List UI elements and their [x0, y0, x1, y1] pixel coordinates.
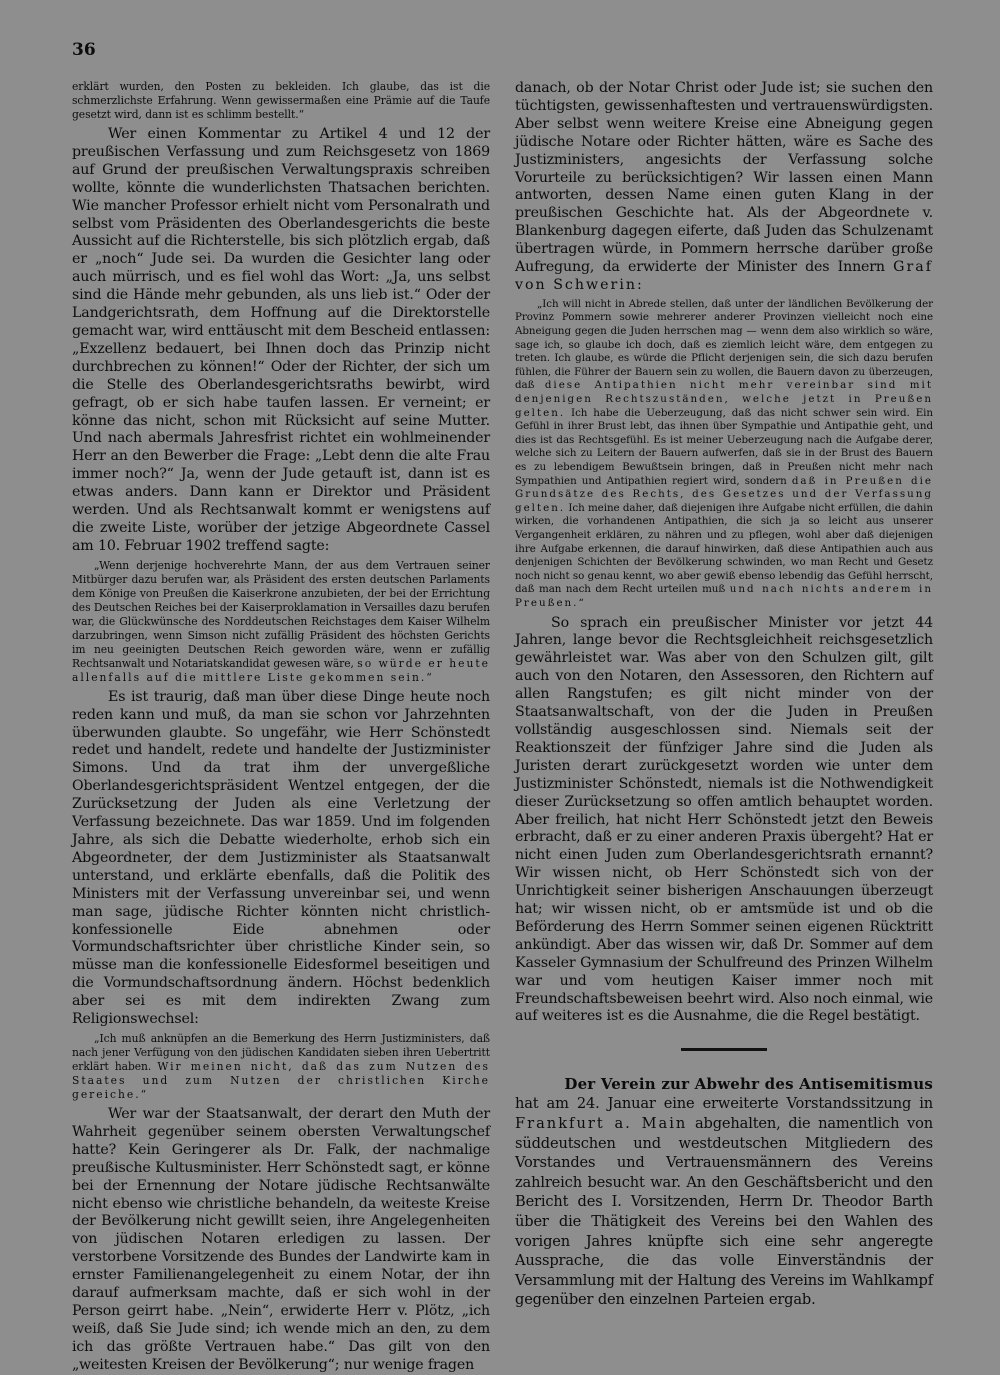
paragraph-kommentar: Wer einen Kommentar zu Artikel 4 und 12 der preußischen Verfassung und zum Reichsgesetz von 1869 auf Grund der preußischen Verwaltungspraxis schreiben wollte, könnte die wunderlichsten Thatsachen berichten. Wie mancher Professor erhielt nicht vom Personalrath und selbst vom Präsidenten des Oberlandesgerichts die beste Aussicht auf die Richterstelle, bis sich plötzlich ergab, daß er „noch“ Jude sei. Da wurden die Gesichter lang oder auch mürrisch, und es fiel wohl das Wort: „Ja, uns selbst sind die Hände mehr gebunden, als uns lieb ist.“ Oder der Landgerichtsrath, dem Hoffnung auf die Direktorstelle gemacht war, wird enttäuscht mit dem Bescheid entlassen: „Exzellenz bedauert, bei Ihnen doch das Prinzip nicht durchbrechen zu können!“ Oder der Richter, der sich um die Stelle des Oberlandesgerichtsraths bewirbt, wird gefragt, ob er sich habe taufen lassen. Er verneint; er könne das nicht, schon mit Rücksicht auf seine Mutter. Und nach abermals Jahresfrist richtet ein wohlmeinender Herr an den Bewerber die Frage: „Lebt denn die alte Frau immer noch?“ Ja, wenn der Jude getauft ist, dann ist es etwas anders. Dann kann er Direktor und Präsident werden. Und als Rechtsanwalt kommt er wenigstens auf die zweite Liste, worüber der jetzige Abgeordnete Cassel am 10. Februar 1902 treffend sagte:: [72, 126, 490, 554]
section-divider: [681, 1048, 767, 1051]
quote-falk: [72, 1032, 490, 1102]
paragraph-traurig: Es ist traurig, daß man über diese Dinge heute noch reden kann und muß, da man sie schon vor Jahrzehnten überwunden glaubte. So ungefähr, wie Herr Schönstedt redet und handelt, redete und handelte der Justizminister Simons. Und da trat ihm der unvergeßliche Oberlandesgerichtspräsident Wentzel entgegen, der die Zurücksetzung der Juden als eine Verletzung der Verfassung bezeichnete. Das war 1859. Und im folgenden Jahre, als sich die Debatte wiederholte, erhob sich ein Abgeordneter, der dem Justizminister als Staatsanwalt unterstand, und erklärte ebenfalls, daß die Politik des Ministers mit der Verfassung unvereinbar sei, und wenn man sage, jüdische Richter könnten nicht christlich-konfessionelle Eide abnehmen oder Vormundschaftsrichter über christliche Kinder sein, so müsse man die konfessionelle Eidesformel beseitigen und die Vormundschaftsordnung ändern. Höchst bedenklich aber sei es mit dem indirekten Zwang zum Religionswechsel:: [72, 688, 490, 1028]
paragraph-notar: [515, 80, 933, 295]
quote-falk-text: „Ich muß anknüpfen an die Bemerkung des Herrn Justizministers, daß nach jener Verfügung von den jüdischen Kandidaten sieben ihren Uebertritt erklärt haben.: [72, 1031, 490, 1073]
paragraph-verein-b: abgehalten, die namentlich von süddeutschen und westdeutschen Mitgliedern des Vorstandes und Vertrauensmännern des Vereins zahlreich besucht war. An den Geschäftsbericht und den Bericht des I. Vorsitzenden, Herrn Dr. Theodor Barth über die Thätigkeit des Vereins bei den Wahlen des vorigen Jahres knüpfte sich eine sehr angeregte Aussprache, die das volle Einverständnis der Versammlung mit der Haltung des Vereins im Wahlkampf gegenüber den einzelnen Parteien ergab.: [515, 1114, 933, 1309]
quote-cassel: [72, 559, 490, 685]
paragraph-staatsanwalt: Wer war der Staatsanwalt, der derart den Muth der Wahrheit gegenüber seinem obersten Verwaltungschef hatte? Kein Geringerer als Dr. Falk, der nachmalige preußische Kultusminister. Herr Schönstedt sagt, er könne bei der Ernennung der Notare jüdische Rechtsanwälte nicht ebenso wie christliche behandeln, da weiteste Kreise der Bevölkerung nicht gewillt seien, ihre Angelegenheiten von jüdischen Notaren erledigen zu lassen. Der verstorbene Vorsitzende des Bundes der Landwirte kam in ernster Familienangelegenheit zu einem Notar, der ihn darauf aufmerksam machte, daß er sich wohl in der Person geirrt habe. „Nein“, erwiderte Herr v. Plötz, „ich weiß, daß Sie Jude sind; ich wende mich an den, zu dem ich das größte Vertrauen habe.“ Das gilt von den „weitesten Kreisen der Bevölkerung“; nur wenige fragen: [72, 1105, 490, 1373]
quote-schwerin-c: Ich meine daher, daß diejenigen ihre Aufgabe nicht erfüllen, die dahin wirken, die vorhandenen Antipathien, die sich ja so leicht aus unserer Vergangenheit erklären, zu nähren und zu pflegen, wohl aber daß diejenigen ihre Aufgabe erkennen, die darauf hinwirken, daß diese Antipathien auch aus denjenigen Schichten der Bevölkerung schwinden, wo man Recht und Gesetz noch nicht so genau kennt, wo aber gewiß ebenso lebendig das Gefühl herrscht, daß man nach dem Recht urteilen muß: [515, 501, 933, 596]
left-column: [72, 80, 490, 1375]
quote-schwerin-b: Ich habe die Ueberzeugung, daß das nicht schwer sein wird. Ein Gefühl in ihrer Brust lebt, das ihnen über Sympathie und Antipathie geht, und dies ist das Rechtsgefühl. Es ist meiner Ueberzeugung nach die Aufgabe derer, welche sich zu Leitern der Bauern aufwerfen, daß sie in der Brust des Bauern es zu lebendigem Bewußtsein bringen, daß in Preußen nicht mehr nach Sympathien und Antipathien regiert wird, sondern: [515, 406, 933, 487]
quote-schwerin-spaced-2: daß in Preußen die Grundsätze des Rechts, des Gesetzes und der Verfassung gelten.: [515, 474, 933, 514]
city-spaced: Frankfurt a. Main: [515, 1114, 688, 1132]
right-column: [515, 80, 933, 1310]
quote-falk-spaced: Wir meinen nicht, daß das zum Nutzen des Staates und zum Nutzen der christlichen Kirche gereiche.“: [72, 1059, 490, 1101]
quote-schwerin-spaced-3: und nach nichts anderem in Preußen.“: [515, 583, 933, 609]
article-headline: Der Verein zur Abwehr des Antisemitismus: [564, 1075, 933, 1094]
paragraph-minister: So sprach ein preußischer Minister vor jetzt 44 Jahren, lange bevor die Rechtsgleichheit reichsgesetzlich gewährleistet war. Was aber von den Schulzen gilt, gilt auch von den Notaren, den Assessoren, den Richtern auf allen Rangstufen; es gilt nicht minder von der Staatsanwaltschaft, von der die Juden in Preußen vollständig ausgeschlossen sind. Niemals seit der Reaktionszeit der fünfziger Jahre sind die Juden als Juristen derart zurückgesetzt worden wie unter dem Justizminister Schönstedt, niemals ist die Nothwendigkeit dieser Zurücksetzung so offen amtlich behauptet worden. Aber freilich, hat nicht Herr Schönstedt jetzt den Beweis erbracht, daß er zu einer anderen Praxis übergeht? Hat er nicht einen Juden zum Oberlandesgerichtsrath ernannt? Wir wissen nicht, ob Herr Schönstedt sich von der Unrichtigkeit seiner bisherigen Anschauungen überzeugt hat; wir wissen nicht, ob er amtsmüde ist und ob die Beförderung des Herrn Sommer seinen eigenen Rücktritt ankündigt. Aber das wissen wir, daß Dr. Sommer auf dem Kasseler Gymnasium der Schulfreund des Prinzen Wilhelm war und vom heutigen Kaiser immer noch mit Freundschaftsbeweisen beehrt wird. Also noch einmal, wie auf weiteres ist es die Ausnahme, die die Regel bestätigt.: [515, 614, 933, 1025]
paragraph-notar-text: danach, ob der Notar Christ oder Jude ist; sie suchen den tüchtigsten, gewissenhaftesten und vertrauenswürdigsten. Aber selbst wenn weitere Kreise eine Abneigung gegen jüdische Notare oder Richter hätten, wäre es Sache des Justizministers, angesichts der Verfassung solche Vorurteile zu berücksichtigen? Wir lassen einen Mann antworten, dessen Name einen guten Klang in der preußischen Geschichte hat. Als der Abgeordnete v. Blankenburg dagegen eiferte, daß Juden das Schulzenamt übertragen würde, in Pommern herrsche darüber große Aufregung, da erwiderte der Minister des Innern: [515, 80, 933, 276]
quote-schwerin-spaced-1: diese Antipathien nicht mehr vereinbar sind mit denjenigen Rechtszuständen, welche jetzt in Preußen gelten.: [515, 379, 933, 419]
quote-schwerin-a: „Ich will nicht in Abrede stellen, daß unter der ländlichen Bevölkerung der Provinz Pommern sowie mehrerer anderer Provinzen vielleicht noch eine Abneigung gegen die Juden herrschen mag — wenn dem also wirklich so wäre, sage ich, so glaube ich doch, daß es ziemlich leicht wäre, dem entgegen zu treten. Ich glaube, es würde die Pflicht derjenigen sein, die sich dazu berufen fühlen, die Führer der Bauern sein zu wollen, die Bauern davon zu überzeugen, daß: [515, 297, 933, 392]
quote-cassel-spaced: so würde er heute allenfalls auf die mittlere Liste gekommen sein.“: [72, 656, 490, 684]
quote-continuation: erklärt wurden, den Posten zu bekleiden. Ich glaube, das ist die schmerzlichste Erfahrung. Wenn gewissermaßen eine Prämie auf die Taufe gesetzt wird, dann ist es schlimm bestellt.“: [72, 80, 490, 121]
paragraph-verein: [515, 1094, 933, 1310]
minister-name-spaced: Graf von Schwerin:: [515, 259, 933, 293]
page-number: 36: [72, 40, 96, 60]
quote-cassel-text: „Wenn derjenige hochverehrte Mann, der aus dem Vertrauen seiner Mitbürger dazu berufen war, als Präsident des ersten deutschen Parlaments dem Könige von Preußen die Kaiserkrone anzubieten, der bei der Errichtung des Deutschen Reiches bei der Kaiserproklamation in Versailles dazu berufen war, die Glückwünsche des Norddeutschen Reichstages dem Kaiser Wilhelm darzubringen, wenn Simson nicht zufällig Präsident des höchsten Gerichts im neu geeinigten Deutschen Reich geworden wäre, wenn er zufällig Rechtsanwalt und Notariatskandidat gewesen wäre,: [72, 558, 490, 670]
quote-schwerin: [515, 298, 933, 611]
paragraph-verein-a: hat am 24. Januar eine erweiterte Vorstandssitzung in: [515, 1095, 933, 1113]
